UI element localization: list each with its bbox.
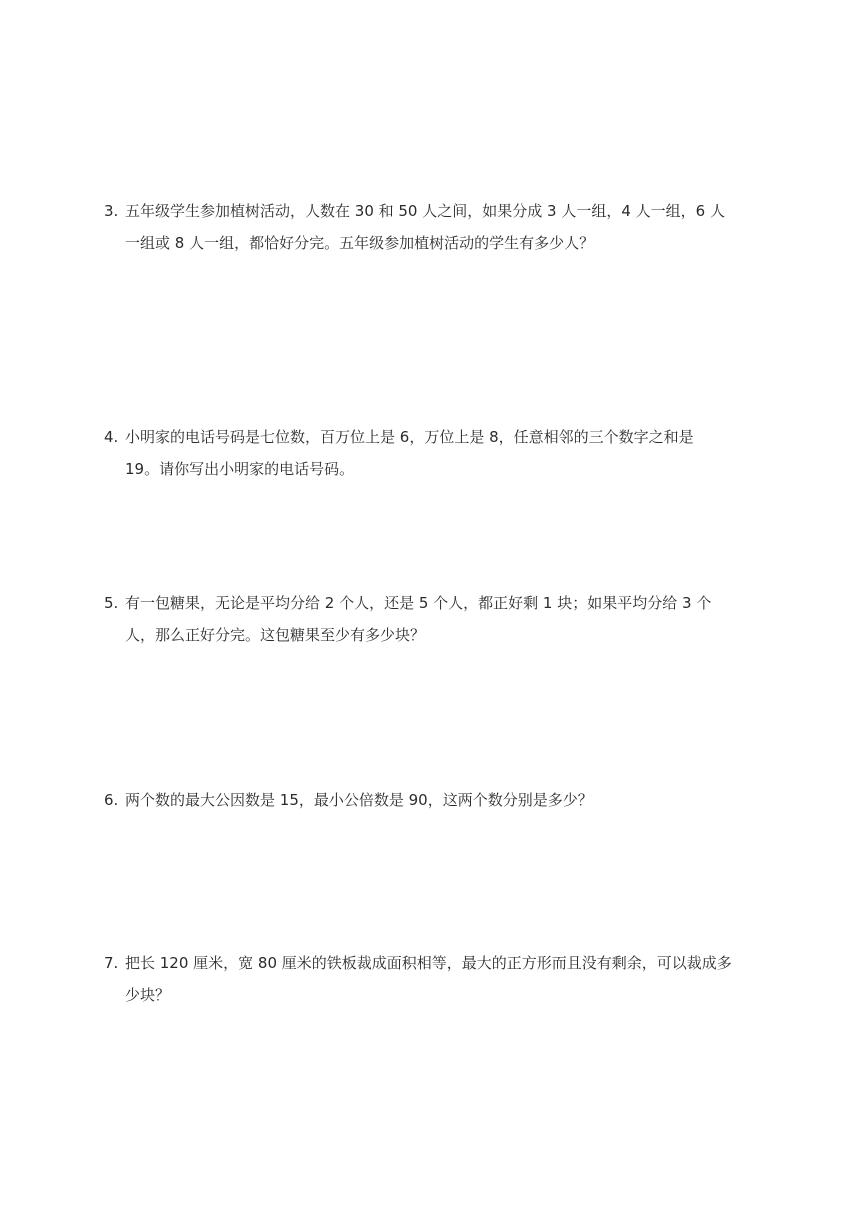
- problem-text: 两个数的最大公因数是 15，最小公倍数是 90，这两个数分别是多少？: [125, 791, 593, 809]
- problem-number: 7.: [104, 954, 119, 972]
- problem-text: 小明家的电话号码是七位数，百万位上是 6，万位上是 8，任意相邻的三个数字之和是 19。请你写出小明家的电话号码。: [125, 428, 694, 478]
- problem-number: 6.: [104, 791, 119, 809]
- problem-4: [104, 421, 784, 485]
- problem-text: 把长 120 厘米，宽 80 厘米的铁板裁成面积相等，最大的正方形而且没有剩余，可以裁成多 少块？: [125, 954, 732, 1004]
- problem-number: 3.: [104, 202, 119, 220]
- problem-number: 4.: [104, 428, 119, 446]
- problem-6: [104, 784, 784, 816]
- problem-7: [104, 947, 784, 1011]
- problem-text: 有一包糖果，无论是平均分给 2 个人，还是 5 个人，都正好剩 1 块；如果平均分给 3 个 人，那么正好分完。这包糖果至少有多少块？: [125, 594, 712, 644]
- problem-text: 五年级学生参加植树活动，人数在 30 和 50 人之间，如果分成 3 人一组，4 人一组，6 人 一组或 8 人一组，都恰好分完。五年级参加植树活动的学生有多少人？: [125, 202, 725, 252]
- problem-number: 5.: [104, 594, 119, 612]
- problem-3: [104, 195, 784, 259]
- problem-5: [104, 587, 784, 651]
